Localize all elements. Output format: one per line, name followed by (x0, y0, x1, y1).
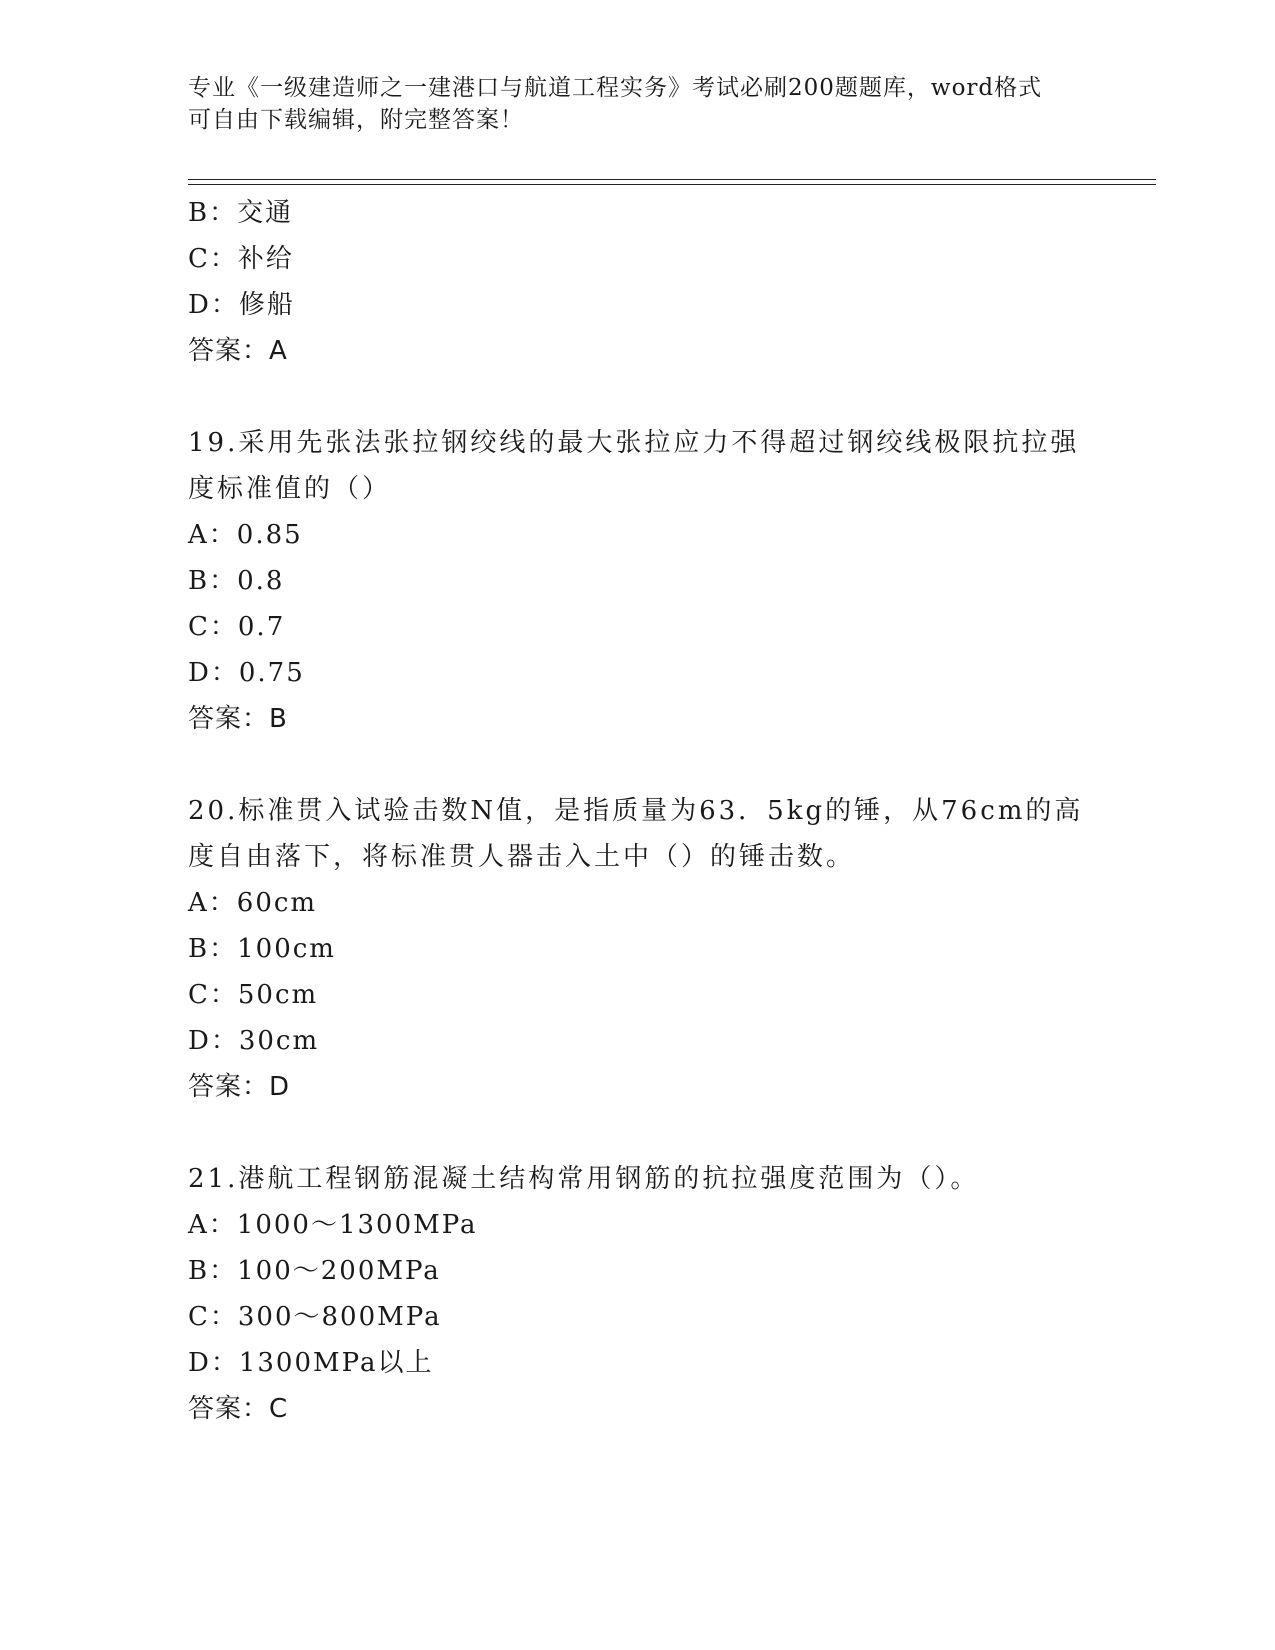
option-d: D：修船 (188, 290, 295, 320)
question-line: 20.标准贯入试验击数N值，是指质量为63．5kg的锤，从76cm的高 (188, 796, 1084, 826)
option-c: C：0.7 (188, 612, 286, 642)
document-header (188, 72, 1088, 136)
header-divider-bottom (188, 184, 1156, 185)
answer-line: 答案：D (188, 1072, 291, 1102)
option-c: C：50cm (188, 980, 319, 1010)
option-c: C：补给 (188, 244, 294, 274)
option-c: C：300～800MPa (188, 1302, 442, 1332)
answer-line: 答案：B (188, 704, 288, 734)
question-text (188, 420, 1078, 512)
question-line: 度标准值的（） (188, 474, 392, 504)
question-block-20 (188, 788, 1088, 1110)
header-divider-top (188, 179, 1156, 180)
option-a: A：1000～1300MPa (188, 1210, 478, 1240)
option-b: B：交通 (188, 198, 294, 228)
header-line-1: 专业《一级建造师之一建港口与航道工程实务》考试必刷200题题库，word格式 (188, 75, 1043, 101)
question-line: 19.采用先张法张拉钢绞线的最大张拉应力不得超过钢绞线极限抗拉强 (188, 428, 1080, 458)
document-body (188, 190, 1088, 1432)
answer-line: 答案：A (188, 336, 288, 366)
option-d: D：30cm (188, 1026, 320, 1056)
option-a: A：0.85 (188, 520, 303, 550)
option-b: B：0.8 (188, 566, 285, 596)
question-block-18 (188, 190, 1088, 374)
question-text (188, 788, 1084, 880)
header-line-2: 可自由下载编辑，附完整答案！ (188, 107, 524, 133)
question-text (188, 1156, 1078, 1202)
option-d: D：1300MPa以上 (188, 1348, 434, 1378)
answer-line: 答案：C (188, 1394, 289, 1424)
option-a: A：60cm (188, 888, 318, 918)
option-b: B：100～200MPa (188, 1256, 441, 1286)
question-line: 21.港航工程钢筋混凝土结构常用钢筋的抗拉强度范围为（）。 (188, 1164, 980, 1194)
question-block-19 (188, 420, 1088, 742)
question-block-21 (188, 1156, 1088, 1432)
question-line: 度自由落下，将标准贯人器击入土中（）的锤击数。 (188, 842, 856, 872)
option-d: D：0.75 (188, 658, 305, 688)
option-b: B：100cm (188, 934, 336, 964)
